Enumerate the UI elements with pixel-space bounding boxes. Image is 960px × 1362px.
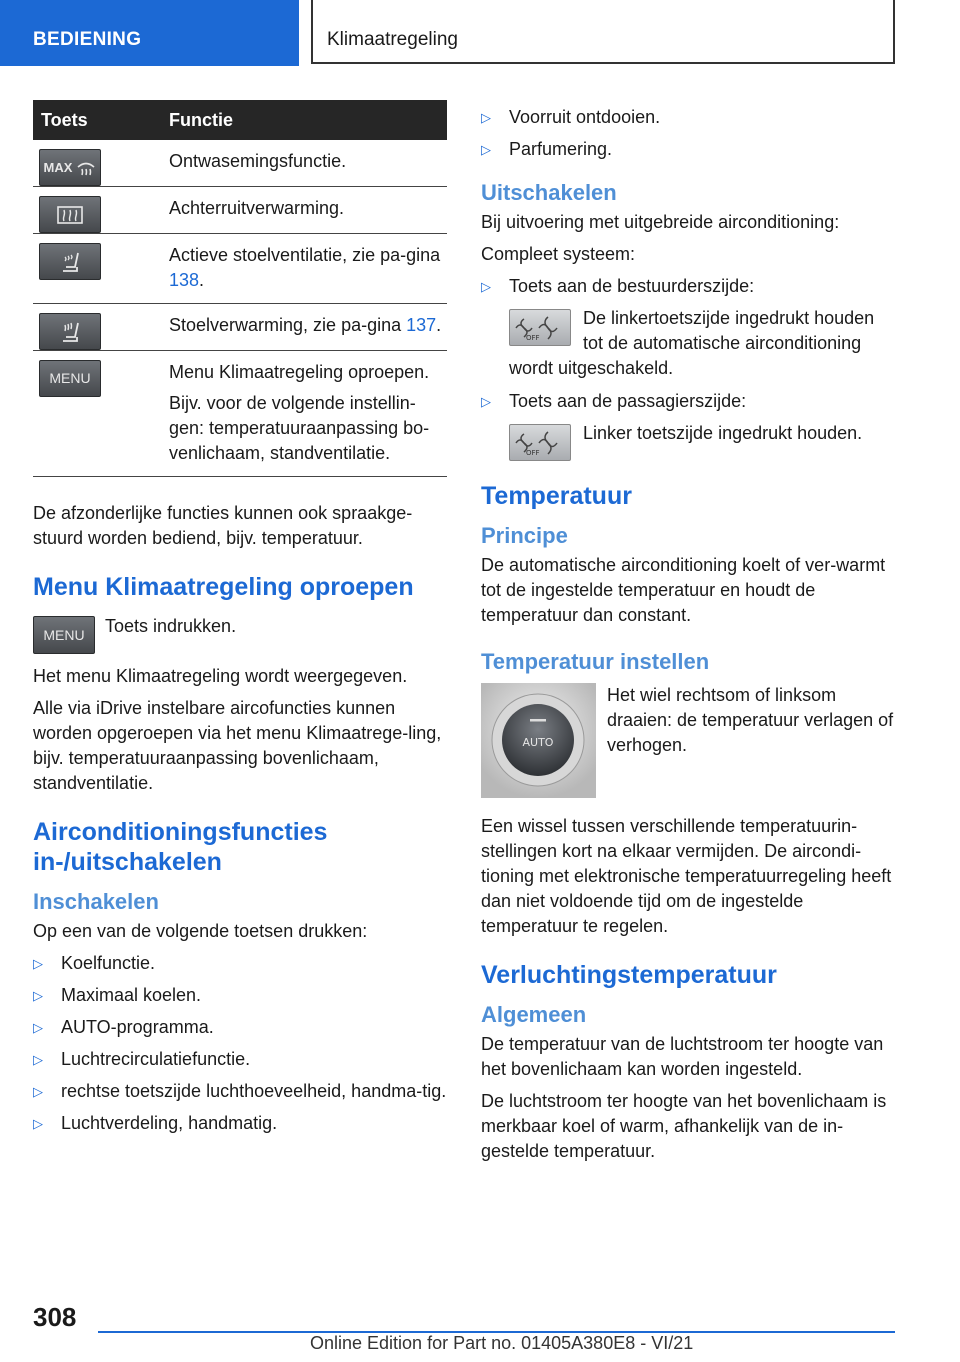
page-header [0,0,960,66]
triangle-bullet-icon: ▷ [33,1020,43,1035]
heading-uitschakelen: Uitschakelen [481,180,617,205]
driver-instruction [481,306,899,381]
temperature-wheel-block [481,683,899,798]
heading-menu-klimaatregeling: Menu Klimaatregeling oproepen [33,573,414,601]
table-header-row [33,100,447,140]
row-text: Menu Klimaatregeling oproepen. [169,362,430,382]
triangle-bullet-icon: ▷ [33,1052,43,1067]
row-text: Stoelverwarming, zie pa-gina 137. [169,315,442,335]
temperature-wheel-image [481,683,596,798]
driver-text: De linkertoetszijde ingedrukt houden tot de automatische airconditioning wordt uitgeschakeld. [509,308,875,378]
list-item: ▷ rechtse toetszijde luchthoeveelheid, handma-tig. [33,1079,447,1104]
chapter-title: Klimaatregeling [311,0,895,64]
triangle-bullet-icon: ▷ [481,394,491,409]
fan-off-key-icon [509,424,571,461]
fan-off-label: OFF [526,448,540,457]
passenger-instruction [481,421,899,461]
triangle-bullet-icon: ▷ [33,1116,43,1131]
col-header-function: Functie [159,100,447,140]
algemeen-paragraph-2: De luchtstroom ter hoogte van het bovenlichaam is merkbaar koel of warm, afhankelijk van de in-gestelde temperatuur. [481,1091,887,1161]
inschakelen-paragraph: Op een van de volgende toetsen drukken: [33,921,368,941]
heading-verluchtingstemperatuur: Verluchtingstemperatuur [481,961,777,989]
list-item: ▷ Parfumering. [481,137,899,162]
list-item: ▷ Luchtverdeling, handmatig. [33,1111,447,1136]
max-label: MAX [43,160,73,175]
triangle-bullet-icon: ▷ [481,142,491,157]
page-number: 308 [33,1302,77,1332]
menu-key-instruction [33,614,447,654]
menu-key-label: MENU [43,627,85,643]
principe-paragraph: De automatische airconditioning koelt of ver-warmt tot de ingestelde temperatuur en houdt de temperatuur dan constant. [481,555,886,625]
page-link[interactable]: 138 [169,270,200,290]
right-column [481,105,899,1171]
uitschakelen-list [481,274,899,299]
row-text: Achterruitverwarming. [169,198,345,218]
triangle-bullet-icon: ▷ [481,110,491,125]
list-item: ▷ Toets aan de passagierszijde: [481,389,899,414]
heading-algemeen: Algemeen [481,1002,587,1027]
heading-temperatuur: Temperatuur [481,482,632,510]
uitschakelen-paragraph-1: Bij uitvoering met uitgebreide airconditioning: [481,212,840,232]
edition-text: Online Edition for Part no. 01405A380E8 - VI/21 [310,1333,694,1353]
heading-inschakelen: Inschakelen [33,889,159,914]
fan-off-key-icon [509,309,571,346]
inschakelen-list [33,951,447,1136]
wheel-auto-label: AUTO [522,736,554,749]
section-label: BEDIENING [0,0,299,66]
row-text-detail: Bijv. voor de volgende instellin-gen: temperatuuraanpassing bo-venlichaam, standventilatie. [169,393,430,463]
table-row [33,304,447,351]
intro-paragraph: De afzonderlijke functies kunnen ook spraakge-stuurd worden bediend, bijv. temperatuur. [33,503,413,548]
menu-key-label: MENU [49,370,91,386]
menu-key-icon [39,360,101,397]
left-column [33,100,447,1144]
table-row [33,351,447,477]
seat-heating-icon [39,313,101,350]
list-item: ▷ AUTO-programma. [33,1015,447,1040]
menu-key-icon [33,616,95,654]
list-item: ▷ Maximaal koelen. [33,983,447,1008]
list-item: ▷ Koelfunctie. [33,951,447,976]
list-item: ▷ Luchtrecirculatiefunctie. [33,1047,447,1072]
page-link[interactable]: 137 [406,315,437,335]
triangle-bullet-icon: ▷ [481,279,491,294]
list-item: ▷ Voorruit ontdooien. [481,105,899,130]
heading-airco-functions: Airconditioningsfuncties in-/uitschakelen [33,818,328,876]
key-function-table [33,100,447,477]
menu-press-text: Toets indrukken. [105,616,237,636]
uitschakelen-paragraph-2: Compleet systeem: [481,244,636,264]
max-defrost-icon [39,149,101,186]
menu-paragraph-1: Het menu Klimaatregeling wordt weergegeven. [33,666,408,686]
passenger-text: Linker toetszijde ingedrukt houden. [583,423,863,443]
inschakelen-list-continued [481,105,899,162]
instellen-text: Het wiel rechtsom of linksom draaien: de temperatuur verlagen of verhogen. [607,685,894,755]
rear-window-heating-icon [39,196,101,233]
menu-paragraph-2: Alle via iDrive instelbare aircofuncties kunnen worden opgeroepen via het menu Klimaatrege-ling, bijv. temperatuuraanpassing bovenlichaam, standventilatie. [33,698,442,793]
uitschakelen-list-2 [481,389,899,414]
heading-principe: Principe [481,523,568,548]
fan-off-label: OFF [526,333,540,342]
algemeen-paragraph-1: De temperatuur van de luchtstroom ter hoogte van het bovenlichaam kan worden ingesteld. [481,1034,884,1079]
wissel-paragraph: Een wissel tussen verschillende temperatuurin-stellingen kort na elkaar vermijden. De aircondi-tioning met elektronische temperatuurregeling heeft dan niet voldoende tijd om de ingestelde temperatuur te regelen. [481,816,892,936]
triangle-bullet-icon: ▷ [33,988,43,1003]
triangle-bullet-icon: ▷ [33,1084,43,1099]
row-text: Actieve stoelventilatie, zie pa-gina 138. [169,245,441,290]
heading-temperatuur-instellen: Temperatuur instellen [481,649,710,674]
table-row [33,234,447,304]
col-header-key: Toets [33,100,159,140]
table-row [33,140,447,187]
table-row [33,187,447,234]
row-text: Ontwasemingsfunctie. [169,151,347,171]
list-item: ▷ Toets aan de bestuurderszijde: [481,274,899,299]
seat-ventilation-icon [39,243,101,280]
triangle-bullet-icon: ▷ [33,956,43,971]
